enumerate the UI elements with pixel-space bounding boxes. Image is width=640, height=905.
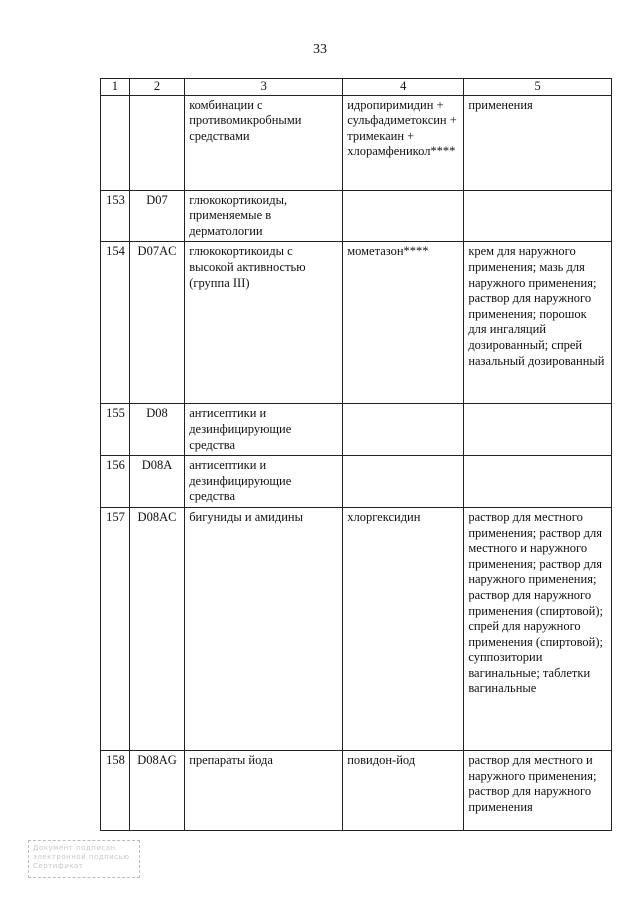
header-col-1: 1 [101, 79, 130, 96]
stamp-line: Документ подписан [33, 844, 116, 852]
drug-name-cell: хлоргексидин [343, 507, 464, 750]
group-name-cell: глюкокортикоиды с высокой активностью (группа III) [185, 242, 343, 404]
drug-name-cell [343, 404, 464, 456]
atc-code-cell: D07AC [129, 242, 184, 404]
header-col-3: 3 [185, 79, 343, 96]
row-number-cell: 154 [101, 242, 130, 404]
stamp-line: Сертификат [33, 862, 84, 870]
table-row [101, 95, 612, 190]
table-row [101, 242, 612, 404]
page-number: 33 [313, 42, 327, 57]
group-name-cell: антисептики и дезинфицирующие средства [185, 404, 343, 456]
row-number-cell: 157 [101, 507, 130, 750]
table-row [101, 507, 612, 750]
header-col-5: 5 [464, 79, 612, 96]
drug-name-cell: мометазон**** [343, 242, 464, 404]
atc-code-cell: D08A [129, 456, 184, 508]
drug-name-cell: повидон-йод [343, 750, 464, 830]
dosage-form-cell: применения [464, 95, 612, 190]
table-row [101, 456, 612, 508]
group-name-cell: глюкокортикоиды, применяемые в дерматологии [185, 190, 343, 242]
stamp-line: электронной подписью [33, 853, 130, 861]
atc-code-cell: D08 [129, 404, 184, 456]
atc-code-cell: D07 [129, 190, 184, 242]
dosage-form-cell: раствор для местного и наружного применения; раствор для наружного применения [464, 750, 612, 830]
drug-name-cell [343, 456, 464, 508]
group-name-cell: препараты йода [185, 750, 343, 830]
atc-code-cell [129, 95, 184, 190]
group-name-cell: антисептики и дезинфицирующие средства [185, 456, 343, 508]
header-row [101, 79, 612, 96]
atc-code-cell: D08AC [129, 507, 184, 750]
row-number-cell: 153 [101, 190, 130, 242]
atc-code-cell: D08AG [129, 750, 184, 830]
drug-name-cell: идропиримидин + сульфадиметоксин + тримекаин + хлорамфеникол**** [343, 95, 464, 190]
table-body [101, 95, 612, 830]
table-row [101, 190, 612, 242]
table-row [101, 404, 612, 456]
row-number-cell: 155 [101, 404, 130, 456]
row-number-cell: 156 [101, 456, 130, 508]
table-row [101, 750, 612, 830]
medicines-table [100, 78, 612, 831]
dosage-form-cell [464, 404, 612, 456]
header-col-4: 4 [343, 79, 464, 96]
row-number-cell: 158 [101, 750, 130, 830]
group-name-cell: бигуниды и амидины [185, 507, 343, 750]
drug-name-cell [343, 190, 464, 242]
group-name-cell: комбинации с противомикробными средствами [185, 95, 343, 190]
signature-stamp [28, 840, 140, 878]
dosage-form-cell: крем для наружного применения; мазь для наружного применения; раствор для наружного применения; порошок для ингаляций дозированный; спрей назальный дозированный [464, 242, 612, 404]
row-number-cell [101, 95, 130, 190]
dosage-form-cell [464, 190, 612, 242]
dosage-form-cell [464, 456, 612, 508]
dosage-form-cell: раствор для местного применения; раствор для местного и наружного применения; раствор для наружного применения; раствор для наружного применения (спиртовой); спрей для наружного применения (спиртовой); суппозитории вагинальные; таблетки вагинальные [464, 507, 612, 750]
header-col-2: 2 [129, 79, 184, 96]
